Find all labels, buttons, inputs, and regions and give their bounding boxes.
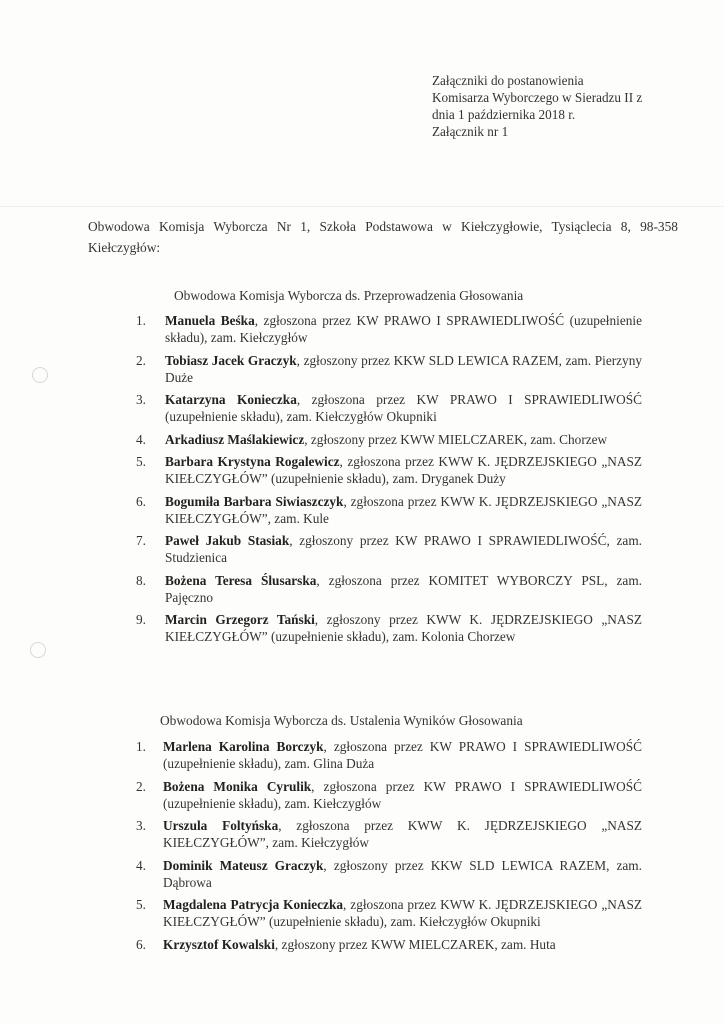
member-list-voting (136, 312, 642, 651)
section-title-voting: Obwodowa Komisja Wyborcza ds. Przeprowadzenia Głosowania (174, 288, 524, 303)
list-item (136, 431, 642, 448)
list-item (136, 391, 642, 425)
item-number: 8. (136, 572, 146, 588)
item-number: 5. (136, 454, 146, 469)
list-item (136, 352, 642, 386)
member-details: , zgłoszona przez KW PRAWO I SPRAWIEDLIWOŚĆ (uzupełnienie składu), zam. Kiełczygłów Okupniki (165, 392, 643, 424)
item-number: 7. (136, 533, 146, 548)
item-number: 3. (136, 818, 146, 833)
punch-hole-mark (32, 367, 48, 383)
member-name: Arkadiusz Maślakiewicz (165, 431, 305, 447)
member-details: , zgłoszona przez KWW K. JĘDRZEJSKIEGO „NASZ KIEŁCZYGŁÓW” (uzupełnienie składu), zam. Dryganek Duży (165, 454, 642, 486)
member-details: , zgłoszony przez KWW MIELCZAREK, zam. Chorzew (304, 431, 608, 447)
member-details: , zgłoszona przez KW PRAWO I SPRAWIEDLIWOŚĆ (uzupełnienie składu), zam. Kiełczygłów (165, 313, 642, 345)
member-name: Magdalena Patrycja Konieczka (163, 897, 344, 912)
member-name: Marcin Grzegorz Tański (165, 612, 315, 627)
member-details: , zgłoszona przez KWW K. JĘDRZEJSKIEGO „NASZ KIEŁCZYGŁÓW”, zam. Kule (165, 493, 642, 526)
list-item (136, 896, 642, 930)
member-name: Katarzyna Konieczka (165, 392, 297, 407)
section-title-results: Obwodowa Komisja Wyborcza ds. Ustalenia Wyników Głosowania (160, 713, 523, 728)
item-number: 4. (136, 431, 146, 447)
member-name: Urszula Foltyńska (163, 818, 279, 833)
header-line: Załączniki do postanowienia (432, 73, 584, 88)
item-number: 1. (136, 313, 146, 328)
list-item (136, 738, 642, 772)
member-details: , zgłoszona przez KWW K. JĘDRZEJSKIEGO „NASZ KIEŁCZYGŁÓW” (uzupełnienie składu), zam. Kiełczygłów Okupniki (163, 897, 642, 929)
member-details: , zgłoszona przez KOMITET WYBORCZY PSL, zam. Pajęczno (165, 572, 642, 605)
list-item (136, 778, 642, 812)
list-item (136, 817, 642, 851)
list-item (136, 857, 642, 891)
item-number: 3. (136, 392, 146, 407)
member-name: Bożena Teresa Ślusarska (165, 572, 317, 588)
member-details: , zgłoszony przez KKW SLD LEWICA RAZEM, zam. Dąbrowa (163, 857, 642, 890)
list-item (136, 572, 642, 606)
item-number: 2. (136, 352, 146, 368)
list-item (136, 532, 642, 566)
member-name: Bożena Monika Cyrulik (163, 778, 312, 794)
list-item (136, 493, 642, 527)
member-details: , zgłoszony przez KKW SLD LEWICA RAZEM, zam. Pierzyny Duże (165, 352, 643, 385)
item-number: 6. (136, 493, 146, 509)
member-details: , zgłoszony przez KW PRAWO I SPRAWIEDLIWOŚĆ, zam. Studzienica (165, 533, 643, 565)
list-item (136, 611, 642, 645)
member-name: Barbara Krystyna Rogalewicz (165, 454, 340, 469)
commission-intro: Obwodowa Komisja Wyborcza Nr 1, Szkoła Podstawowa w Kiełczygłowie, Tysiąclecia 8, 98-358 Kiełczygłów: (88, 219, 678, 255)
member-details: , zgłoszona przez KW PRAWO I SPRAWIEDLIWOŚĆ (uzupełnienie składu), zam. Kiełczygłów (163, 778, 642, 811)
member-details: , zgłoszony przez KWW MIELCZAREK, zam. Huta (274, 936, 556, 952)
member-list-results (136, 738, 642, 958)
item-number: 1. (136, 739, 146, 754)
item-number: 2. (136, 778, 146, 794)
item-number: 4. (136, 857, 146, 873)
punch-hole-mark (30, 642, 46, 658)
item-number: 5. (136, 897, 146, 912)
member-name: Krzysztof Kowalski (163, 936, 275, 952)
attachment-header (432, 72, 642, 140)
header-line: Załącznik nr 1 (432, 124, 509, 139)
member-name: Manuela Beśka (165, 313, 255, 328)
scan-fold-line (0, 206, 724, 207)
member-details: , zgłoszona przez KWW K. JĘDRZEJSKIEGO „NASZ KIEŁCZYGŁÓW”, zam. Kiełczygłów (163, 818, 642, 850)
member-name: Bogumiła Barbara Siwiaszczyk (165, 493, 344, 509)
list-item (136, 936, 642, 953)
member-name: Paweł Jakub Stasiak (165, 533, 290, 548)
item-number: 6. (136, 936, 146, 952)
member-name: Dominik Mateusz Graczyk (163, 857, 324, 873)
header-line: dnia 1 października 2018 r. (432, 107, 576, 122)
member-name: Marlena Karolina Borczyk (163, 739, 324, 754)
header-line: Komisarza Wyborczego w Sieradzu II z (432, 90, 643, 105)
member-name: Tobiasz Jacek Graczyk (165, 352, 297, 368)
member-details: , zgłoszona przez KW PRAWO I SPRAWIEDLIWOŚĆ (uzupełnienie składu), zam. Glina Duża (163, 739, 642, 771)
list-item (136, 453, 642, 487)
member-details: , zgłoszony przez KWW K. JĘDRZEJSKIEGO „NASZ KIEŁCZYGŁÓW” (uzupełnienie składu), zam. Kolonia Chorzew (165, 612, 642, 644)
item-number: 9. (136, 612, 146, 627)
list-item (136, 312, 642, 346)
